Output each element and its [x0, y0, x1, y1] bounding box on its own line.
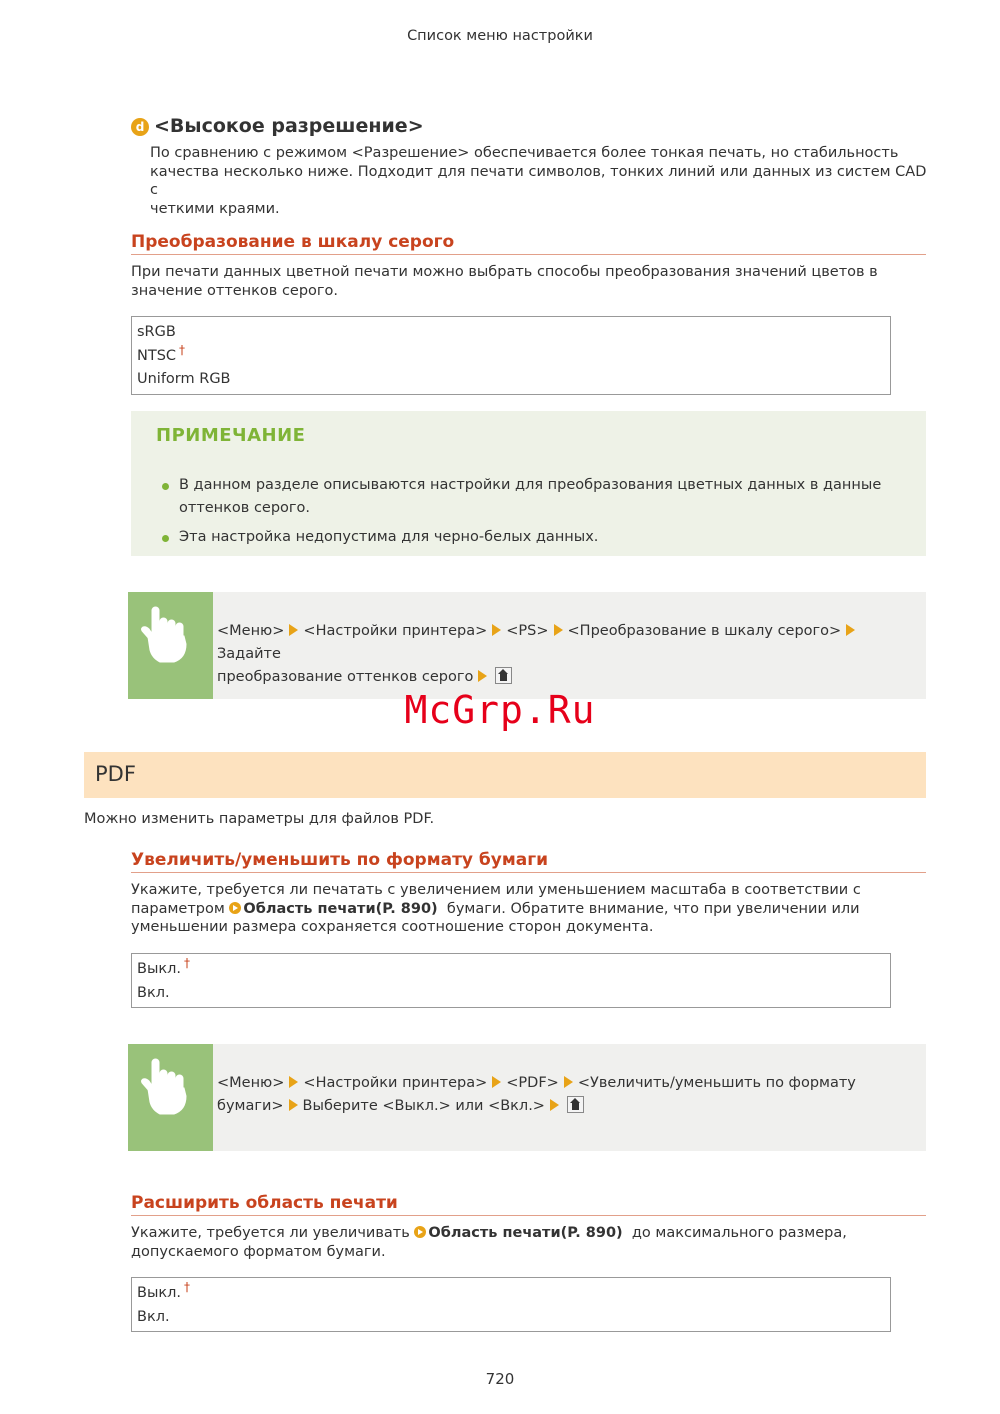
watermark: McGrp.Ru [404, 688, 596, 732]
desc-text: бумаги. Обратите внимание, что при увеличении или [437, 900, 860, 917]
menu-step: <Увеличить/уменьшить по формату [577, 1075, 856, 1091]
note-title: ПРИМЕЧАНИЕ [156, 425, 306, 446]
menu-step: Задайте [217, 646, 281, 662]
default-mark: † [184, 956, 191, 970]
procedure-text [217, 1072, 917, 1118]
link-arrow-icon [414, 1226, 426, 1238]
desc-line: Укажите, требуется ли печатать с увеличением или уменьшением масштаба в соответствии с [131, 882, 861, 898]
menu-step: <Настройки принтера> [303, 1075, 488, 1091]
arrow-right-icon [289, 624, 298, 636]
arrow-right-icon [478, 670, 487, 682]
menu-step: <Меню> [217, 623, 285, 639]
procedure-line-1 [217, 1072, 917, 1095]
procedure-line-2 [217, 666, 917, 689]
expand-options-box [131, 1277, 891, 1332]
procedure-line-2 [217, 1095, 917, 1118]
option-off-label: Выкл. [137, 1285, 182, 1301]
menu-step: <Настройки принтера> [303, 623, 488, 639]
hand-pointer-icon [128, 592, 213, 699]
desc-text: Укажите, требуется ли увеличивать [131, 1225, 415, 1241]
note-item: Эта настройка недопустима для черно-белых данных. [161, 526, 901, 549]
hand-pointer-icon [128, 1044, 213, 1151]
procedure-box-grayscale [128, 592, 926, 699]
desc-line: По сравнению с режимом <Разрешение> обеспечивается более тонкая печать, но стабильность [150, 145, 899, 161]
menu-step: <Преобразование в шкалу серого> [567, 623, 842, 639]
print-area-link[interactable]: Область печати(P. 890) [243, 900, 438, 917]
arrow-right-icon [492, 624, 501, 636]
desc-line [131, 1224, 921, 1243]
menu-step: <PDF> [506, 1075, 559, 1091]
link-arrow-icon [229, 902, 241, 914]
desc-text: параметром [131, 900, 230, 917]
default-mark: † [179, 342, 186, 357]
page-number: 720 [485, 1370, 515, 1388]
desc-line: допускаемого форматом бумаги. [131, 1243, 386, 1260]
option-ntsc-label: NTSC [137, 347, 177, 364]
item-letter-icon: d [131, 118, 149, 136]
high-res-title [131, 115, 424, 137]
desc-line: значение оттенков серого. [131, 282, 339, 299]
scale-options-box [131, 953, 891, 1008]
pdf-section-band [84, 752, 926, 798]
arrow-right-icon [846, 624, 855, 636]
expand-section-title: Расширить область печати [131, 1193, 926, 1216]
menu-step: Выберите <Выкл.> или <Вкл.> [302, 1098, 545, 1114]
menu-step: <Меню> [217, 1075, 285, 1091]
high-res-description [150, 144, 930, 218]
print-area-link[interactable]: Область печати(P. 890) [428, 1225, 623, 1241]
procedure-line-1 [217, 620, 917, 666]
note-item: В данном разделе описываются настройки для преобразования цветных данных в данные оттенков серого. [161, 474, 901, 520]
arrow-right-icon [289, 1076, 298, 1088]
arrow-right-icon [554, 624, 563, 636]
home-icon [495, 667, 512, 684]
option-ntsc [137, 342, 885, 369]
option-on: Вкл. [137, 984, 170, 1001]
grayscale-description [131, 263, 921, 300]
arrow-right-icon [564, 1076, 573, 1088]
desc-text: до максимального размера, [622, 1225, 847, 1241]
home-icon [567, 1096, 584, 1113]
option-off [137, 958, 885, 982]
option-off-label: Выкл. [137, 961, 182, 977]
grayscale-options-box [131, 316, 891, 395]
scale-section-title: Увеличить/уменьшить по формату бумаги [131, 850, 926, 873]
page-header: Список меню настройки [407, 28, 593, 44]
arrow-right-icon [289, 1099, 298, 1111]
menu-step: бумаги> [217, 1098, 284, 1114]
desc-line: При печати данных цветной печати можно выбрать способы преобразования значений цветов в [131, 264, 878, 280]
pdf-section-title: PDF [95, 762, 136, 786]
option-uniform-rgb: Uniform RGB [137, 371, 231, 387]
pdf-intro: Можно изменить параметры для файлов PDF. [84, 811, 435, 827]
menu-step: преобразование оттенков серого [217, 669, 474, 685]
menu-step: <PS> [506, 623, 549, 639]
procedure-text [217, 620, 917, 689]
arrow-right-icon [492, 1076, 501, 1088]
desc-line: уменьшении размера сохраняется соотношение сторон документа. [131, 919, 654, 935]
desc-line: четкими краями. [150, 200, 280, 217]
procedure-box-scale [128, 1044, 926, 1151]
option-srgb: sRGB [137, 324, 176, 340]
expand-description [131, 1224, 921, 1261]
desc-line [131, 900, 921, 919]
note-list [161, 474, 901, 555]
grayscale-section-title: Преобразование в шкалу серого [131, 232, 926, 255]
note-box [131, 411, 926, 556]
default-mark: † [184, 1280, 191, 1294]
option-off [137, 1282, 885, 1306]
desc-line: качества несколько ниже. Подходит для печати символов, тонких линий или данных из систем CAD с [150, 163, 927, 198]
option-on: Вкл. [137, 1308, 170, 1325]
arrow-right-icon [550, 1099, 559, 1111]
scale-description [131, 881, 921, 937]
high-res-title-text: <Высокое разрешение> [154, 115, 424, 137]
